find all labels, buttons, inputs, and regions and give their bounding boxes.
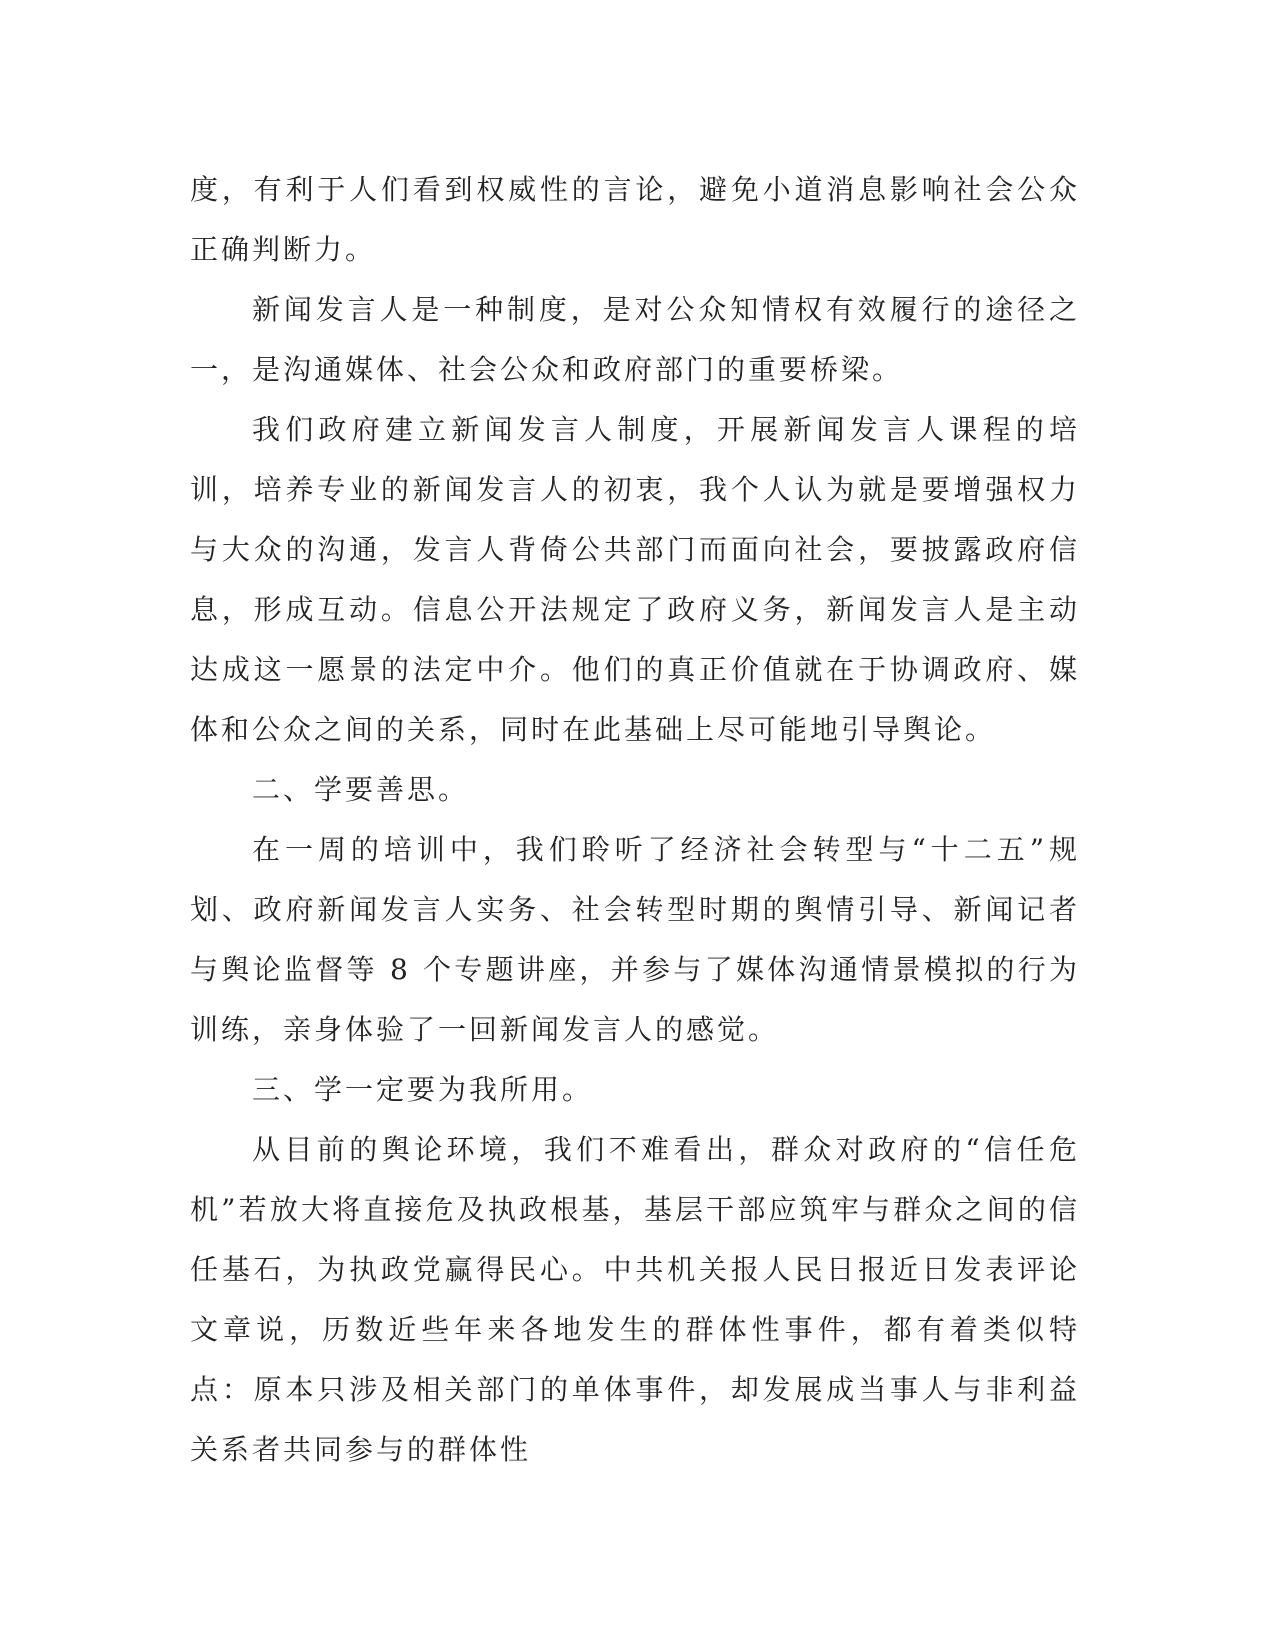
paragraph-5: 从目前的舆论环境，我们不难看出，群众对政府的“信任危机”若放大将直接危及执政根基，基层干部应筑牢与群众之间的信任基石，为执政党赢得民心。中共机关报人民日报近日发表评论文章说，历数近些年来各地发生的群体性事件，都有着类似特点：原本只涉及相关部门的单体事件，却发展成当事人与非利益关系者共同参与的群体性 <box>190 1133 1080 1466</box>
section-heading-3: 三、学一定要为我所用。 <box>252 1073 594 1106</box>
section-heading-2: 二、学要善思。 <box>252 773 470 806</box>
paragraph-4: 在一周的培训中，我们聆听了经济社会转型与“十二五”规划、政府新闻发言人实务、社会转型时期的舆情引导、新闻记者与舆论监督等 8 个专题讲座，并参与了媒体沟通情景模拟的行为训练，亲身体验了一回新闻发言人的感觉。 <box>190 833 1080 1046</box>
paragraph-1: 度，有利于人们看到权威性的言论，避免小道消息影响社会公众正确判断力。 <box>190 173 1080 266</box>
paragraph-2: 新闻发言人是一种制度，是对公众知情权有效履行的途径之一，是沟通媒体、社会公众和政府部门的重要桥梁。 <box>190 293 1080 386</box>
document-body <box>190 160 1080 1480</box>
paragraph-3: 我们政府建立新闻发言人制度，开展新闻发言人课程的培训，培养专业的新闻发言人的初衷，我个人认为就是要增强权力与大众的沟通，发言人背倚公共部门而面向社会，要披露政府信息，形成互动。信息公开法规定了政府义务，新闻发言人是主动达成这一愿景的法定中介。他们的真正价值就在于协调政府、媒体和公众之间的关系，同时在此基础上尽可能地引导舆论。 <box>190 413 1080 746</box>
